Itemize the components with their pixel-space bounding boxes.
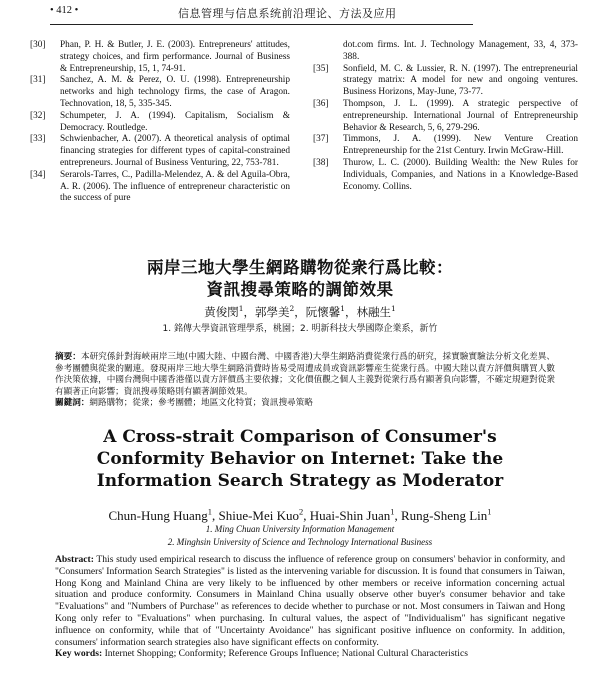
reference-text: Schwienbacher, A. (2007). A theoretical analysis of optimal financing strategies for different types of capital-constrained entrepreneurs. Journal of Business Venturing, 22, 753-781. — [60, 134, 290, 168]
english-keywords-label: Key words: — [55, 648, 103, 660]
page-number: • 412 • — [50, 5, 79, 16]
author-name: 阮懷馨 — [305, 305, 341, 319]
reference-number: [30] — [30, 40, 46, 50]
author-name: 郭學美 — [254, 305, 290, 319]
author-affiliation-mark: 1 — [391, 304, 396, 314]
author-name: Rung-Sheng Lin — [400, 508, 488, 523]
reference-item — [30, 170, 290, 205]
page-header — [50, 0, 470, 26]
reference-number: [32] — [30, 110, 46, 121]
author-affiliation-mark: 1 — [238, 304, 244, 314]
author-affiliation-mark: 1 — [207, 506, 212, 517]
reference-item — [313, 158, 578, 193]
english-abstract-label: Abstract: — [55, 554, 94, 565]
reference-number: [31] — [30, 75, 46, 86]
chinese-abstract-text: 本研究係針對海峽兩岸三地(中國大陸、中國台灣、中國香港)大學生網路消費從衆行爲的研究，採實驗實驗法分析文化差異、參考團體與從衆的關連。發現兩岸三地大學生網路消費時皆易受周遭成員或資訊影響産生從衆行爲。中國大陸以責方評價與購買人數作決策依據，中國台灣與中國香港僅以責方評價爲主要依據；文化價值觀之個人主義對從衆行爲有顯著負向影響，不確定規避對從衆有顯著正向影響；資訊搜尋策略則有顯著調節效果。 — [55, 352, 555, 397]
reference-item — [313, 99, 578, 134]
reference-number: [38] — [313, 157, 329, 168]
running-title: 信息管理与信息系统前沿理论、方法及应用 — [178, 7, 397, 20]
reference-text: Thompson, J. L. (1999). A strategic perspective of entrepreneurship. International Journal of Entrepreneurship Behavior & Research, 5, 6, 279-296. — [343, 98, 578, 133]
chinese-authors: 黄俊閔$^1$，郭學美$^2$，阮懷馨$^1$，林融生$^1$ — [204, 304, 396, 319]
reference-item — [30, 134, 290, 169]
english-title-line-3: Information Search Strategy as Moderator — [96, 471, 504, 491]
author-name: 黄俊閔 — [204, 305, 239, 319]
english-abstract-text: This study used empirical research to discuss the influence of reference group on consumers' behavior in conformity, and "Consumers' Information Search Strategies" is listed as the intervening variable for discussion. It is found that consumers in Taiwan, Hong Kong and Mainland China are very likely to be influenced by other members or receive information concerning actual situation and produce conformity. Consumers in Mainland China usually observe other buyer's consumer behavior and take "Evaluations" and "Numbers of Purchase" as references to decide whether to purchase or not. Most consumers in Taiwan and Hong Kong only refer to "Evaluations" when purchasing. In cultural values, the aspect of "Individualism" has significant negative influence on conformity, while that of "Uncertainty Avoidance" has significant positive influence on conformity. In addition, consumers' information search strategies also have significant effects on conformity. — [55, 554, 565, 648]
references-left-column — [30, 40, 290, 205]
author-affiliation-mark: 2 — [289, 304, 295, 314]
reference-item — [30, 40, 290, 75]
english-keywords-text: Internet Shopping; Conformity; Reference Groups Influence; National Cultural Characteristics — [104, 648, 468, 660]
author-name: Chun-Hung Huang — [108, 508, 208, 523]
reference-text: Timmons, J. A. (1999). New Venture Creation Entrepreneurship for the 21st Century. Irwin McGraw-Hill. — [343, 134, 578, 157]
reference-number: [37] — [313, 134, 329, 145]
reference-item — [30, 111, 290, 135]
reference-item — [313, 134, 578, 158]
english-affiliation-1: 1. Ming Chuan University Information Management — [205, 524, 395, 534]
reference-text: Sonfield, M. C. & Lussier, R. N. (1997). The entrepreneurial strategy matrix: A model for new and ongoing ventures. Business Horizons, May-June, 73-77. — [343, 63, 578, 98]
chinese-keywords-text: 網路購物；從衆；參考團體；地區文化特質；資訊搜尋策略 — [89, 398, 313, 408]
author-affiliation-mark: 2 — [299, 506, 304, 517]
references-right-column — [313, 40, 578, 193]
chinese-title-line-1: 兩岸三地大學生網路購物從衆行爲比較： — [147, 258, 453, 277]
reference-item — [313, 40, 578, 64]
reference-text: Thurow, L. C. (2000). Building Wealth: the New Rules for Individuals, Companies, and Nations in a Knowledge-Based Economy. Collins. — [343, 157, 578, 192]
reference-number: [34] — [30, 169, 46, 180]
reference-text: Schumpeter, J. A. (1994). Capitalism, Socialism & Democracy. Routledge. — [60, 110, 290, 133]
chinese-title-line-2: 資訊搜尋策略的調節效果 — [206, 280, 394, 299]
reference-text: Serarols-Tarres, C., Padilla-Melendez, A. & del Aguila-Obra, A. R. (2006). The influence of entrepreneur characteristic on the success of pure — [60, 169, 290, 204]
chinese-affiliations: 1. 銘傳大學資訊管理學系，桃園；2. 明新科技大學國際企業系，新竹 — [162, 324, 438, 334]
author-affiliation-mark: 1 — [340, 304, 346, 314]
reference-text: Phan, P. H. & Butler, J. E. (2003). Entrepreneurs' attitudes, strategy choices, and firm performance. Journal of Business & Entrepreneurship, 15, 1, 74-91. — [60, 40, 290, 74]
english-title — [0, 426, 600, 492]
reference-text: dot.com firms. Int. J. Technology Management, 33, 4, 373-388. — [343, 40, 578, 62]
author-affiliation-mark: 1 — [487, 506, 492, 517]
english-authors: Chun-Hung Huang$^1$, Shiue-Mei Kuo$^2$, Huai-Shin Juan$^1$, Rung-Sheng Lin$^1$ — [108, 506, 492, 523]
english-abstract — [55, 554, 565, 660]
reference-number: [36] — [313, 98, 329, 109]
reference-item — [30, 75, 290, 110]
reference-text: Sanchez, A. M. & Perez, O. U. (1998). Entrepreneurship networks and high technology firms, the case of Aragon. Technovation, 18, 5, 335-345. — [60, 75, 290, 109]
reference-item — [313, 64, 578, 99]
author-name: 林融生 — [356, 305, 392, 319]
author-name: Shiue-Mei Kuo — [218, 508, 300, 523]
author-affiliation-mark: 1 — [390, 506, 395, 517]
english-affiliation-2: 2. Minghsin University of Science and Technology International Business — [167, 537, 433, 547]
reference-number: [35] — [313, 63, 329, 74]
chinese-abstract — [55, 352, 555, 410]
reference-number: [33] — [30, 134, 46, 145]
header-rule — [50, 24, 473, 25]
chinese-keywords-label: 關鍵詞： — [55, 398, 90, 408]
english-title-line-2: Conformity Behavior on Internet: Take the — [96, 449, 504, 469]
author-name: Huai-Shin Juan — [309, 508, 391, 523]
chinese-abstract-label: 摘要： — [55, 352, 81, 362]
english-title-line-1: A Cross-strait Comparison of Consumer's — [103, 427, 497, 447]
